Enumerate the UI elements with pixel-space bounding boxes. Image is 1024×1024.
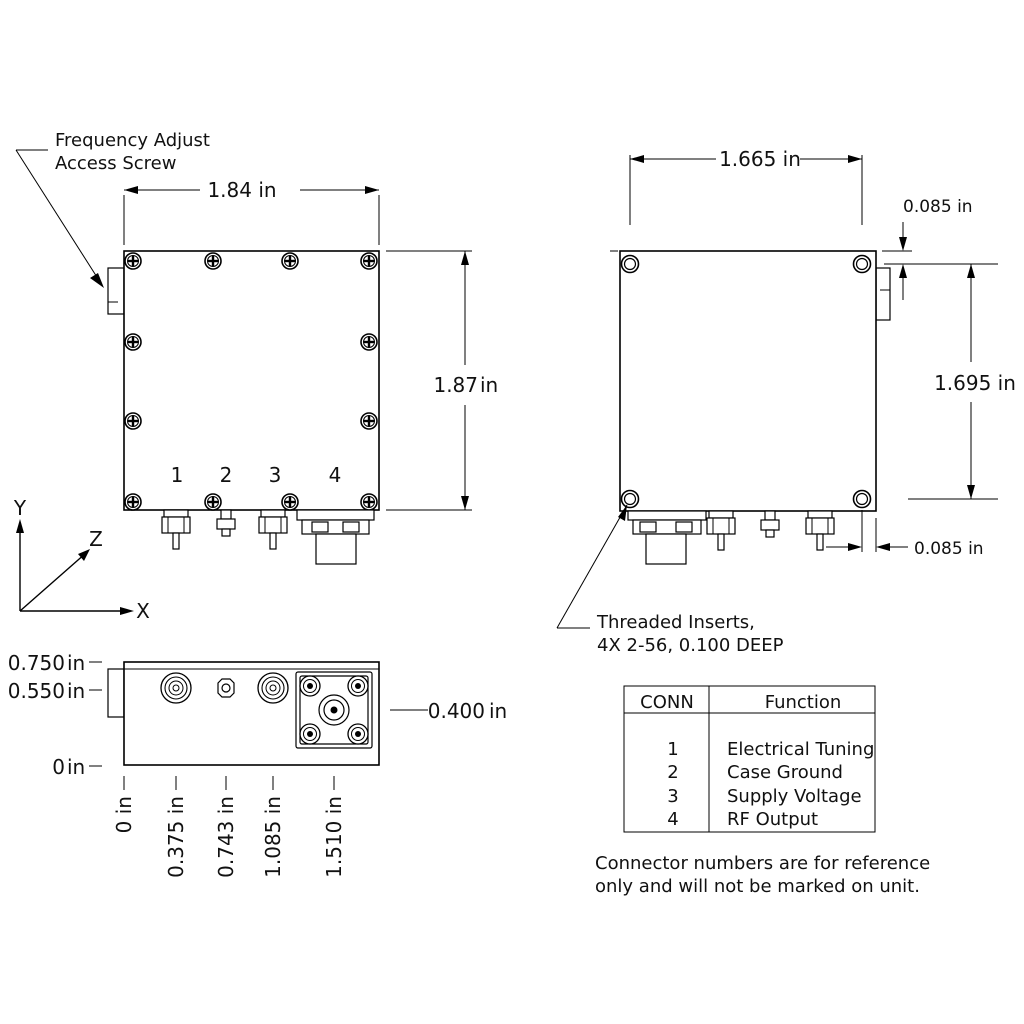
screw-icon [125, 334, 141, 350]
freq-adjust-tab [108, 268, 124, 314]
screw-icon [125, 253, 141, 269]
rear-width-dimension [630, 147, 862, 225]
note-line2: only and will not be marked on unit. [595, 876, 920, 897]
table-cell-conn: 3 [667, 786, 679, 807]
front-height-unit: in [480, 373, 499, 397]
rear-ground-pin-icon [761, 511, 779, 537]
axis-y-label: Y [13, 496, 27, 520]
rear-height-label: 1.695 in [934, 371, 1016, 395]
height-label-0750: 0.750 [7, 651, 65, 675]
threaded-insert-icon [854, 256, 871, 273]
table-cell-function: RF Output [727, 809, 819, 830]
position-label-1510: 1.510 in [322, 796, 346, 878]
connector-1-icon [162, 510, 190, 549]
side-center-dimension [390, 699, 507, 723]
note-line1: Connector numbers are for reference [595, 853, 931, 874]
screw-icon [361, 253, 377, 269]
connector-3-icon [259, 510, 287, 549]
front-height-value: 1.87 [433, 373, 478, 397]
screw-icon [125, 494, 141, 510]
rear-height-dimension [908, 264, 1016, 499]
rear-view [557, 147, 1016, 656]
table-row [667, 739, 874, 760]
center-height-unit: in [489, 699, 508, 723]
axis-x-label: X [136, 599, 150, 623]
table-cell-conn: 4 [667, 809, 679, 830]
freq-adjust-label-line1: Frequency Adjust [55, 130, 210, 151]
threaded-inserts-label-line1: Threaded Inserts, [597, 612, 755, 633]
table-row [667, 762, 843, 783]
threaded-insert-icon [854, 491, 871, 508]
center-height-value: 0.400 [427, 699, 485, 723]
rear-width-label: 1.665 in [719, 147, 801, 171]
side-tab [108, 669, 124, 717]
front-height-dimension [386, 251, 498, 510]
freq-adjust-label-line2: Access Screw [55, 153, 177, 174]
screw-icon [205, 494, 221, 510]
position-label-0375: 0.375 in [164, 796, 188, 878]
rear-sma-connector-icon [707, 511, 735, 550]
connector-label-1: 1 [170, 463, 184, 487]
threaded-inserts-label-line2: 4X 2-56, 0.100 DEEP [597, 635, 784, 656]
rf-output-flange-icon [296, 672, 372, 748]
table-cell-function: Electrical Tuning [727, 739, 875, 760]
side-view [8, 651, 508, 878]
connector-label-4: 4 [328, 463, 342, 487]
connector-4-icon [297, 510, 374, 564]
table-cell-conn: 1 [667, 739, 679, 760]
height-unit: in [67, 651, 86, 675]
rear-rf-connector-icon [628, 511, 706, 564]
front-width-dimension [124, 178, 379, 245]
rear-side-offset-label: 0.085 in [914, 539, 984, 559]
screw-icon [361, 334, 377, 350]
threaded-insert-icon [622, 256, 639, 273]
front-width-label: 1.84 in [207, 178, 277, 202]
side-height-dimensions [8, 651, 102, 779]
ground-nut-icon [218, 679, 234, 697]
screw-icon [361, 494, 377, 510]
screw-icon [125, 413, 141, 429]
position-label-0743: 0.743 in [214, 796, 238, 878]
connector-table [624, 686, 875, 832]
sma-connector-icon [258, 673, 288, 703]
rear-sma-connector-icon [806, 511, 834, 550]
axis-z-label: Z [89, 527, 103, 551]
table-cell-function: Supply Voltage [727, 786, 862, 807]
front-view [16, 130, 498, 564]
screw-icon [282, 253, 298, 269]
table-cell-conn: 2 [667, 762, 679, 783]
table-header-conn: CONN [640, 692, 694, 713]
connector-label-3: 3 [268, 463, 282, 487]
side-position-dimensions [112, 776, 346, 878]
sma-connector-icon [161, 673, 191, 703]
position-label-1085: 1.085 in [261, 796, 285, 878]
axis-triad [13, 496, 150, 623]
reference-note [595, 853, 930, 897]
table-row [667, 786, 861, 807]
screw-icon [282, 494, 298, 510]
table-cell-function: Case Ground [727, 762, 843, 783]
threaded-insert-icon [622, 491, 639, 508]
connector-label-2: 2 [219, 463, 233, 487]
screw-icon [361, 413, 377, 429]
table-header-function: Function [764, 692, 842, 713]
rear-tab [876, 268, 890, 320]
height-label-0: 0 [52, 755, 65, 779]
rear-top-offset-label: 0.085 in [903, 197, 973, 217]
connector-2-icon [217, 510, 235, 536]
rear-body-outline [620, 251, 876, 511]
position-label-0: 0 in [112, 796, 136, 834]
height-unit: in [67, 679, 86, 703]
height-unit: in [67, 755, 86, 779]
rear-side-offset-dimension [826, 510, 984, 559]
height-label-0550: 0.550 [7, 679, 65, 703]
screw-icon [205, 253, 221, 269]
table-row [667, 809, 818, 830]
